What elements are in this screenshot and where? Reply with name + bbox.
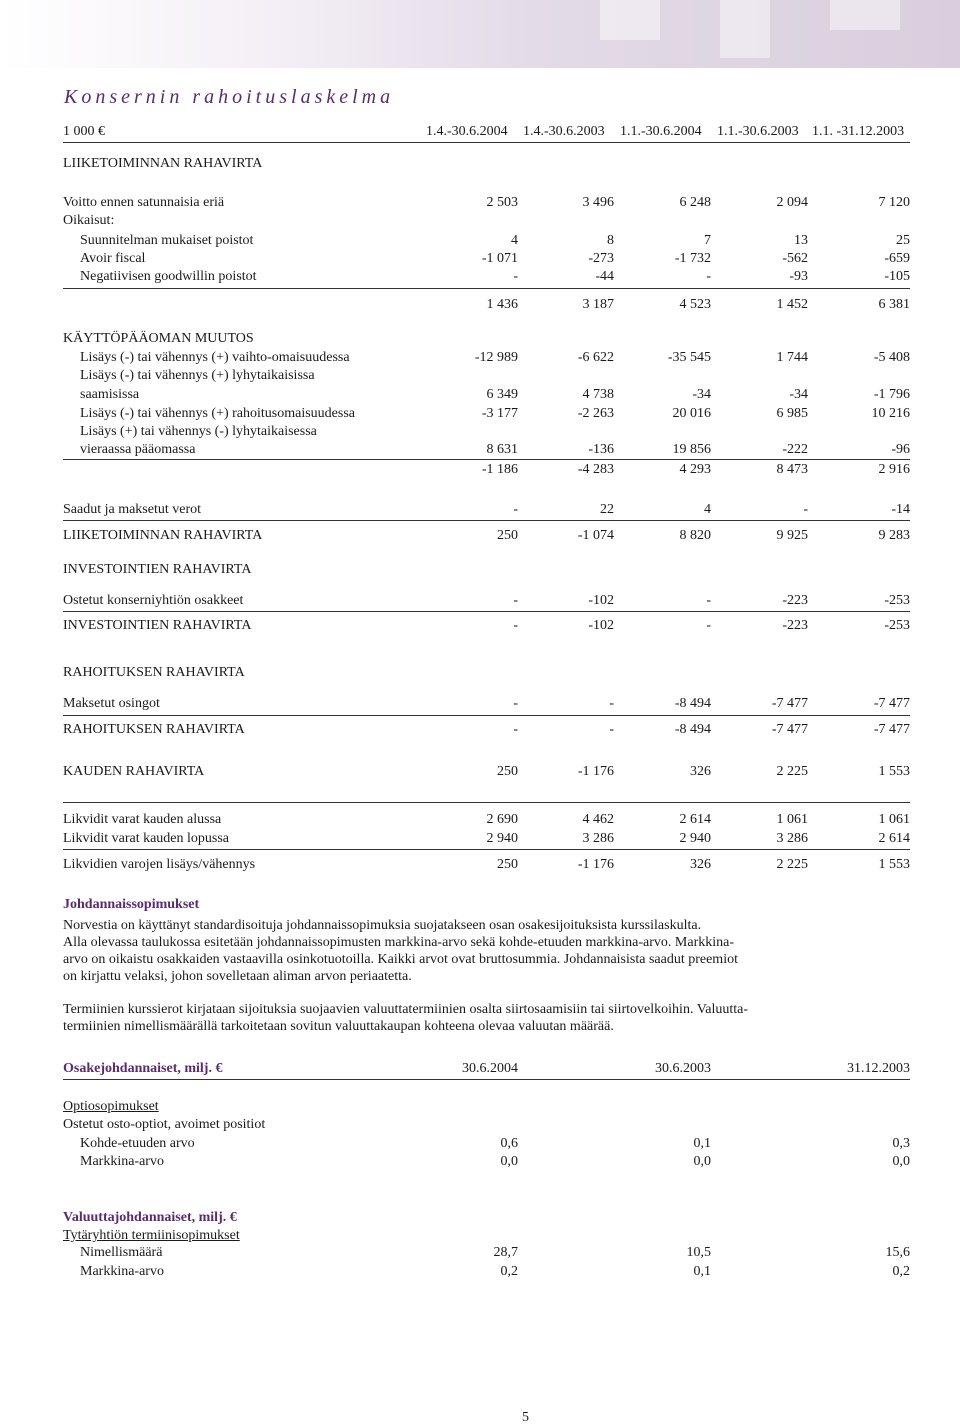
cell: 25 <box>896 233 910 248</box>
text-line: termiinien nimellismäärällä tarkoitetaan sovitun valuuttakaupan kohteena olevaa valuutan määrää. <box>63 1019 614 1034</box>
total-cell: 8 820 <box>679 528 711 543</box>
subtotal-cell: -4 283 <box>577 462 614 477</box>
total-cell: - <box>513 618 518 633</box>
cell: -102 <box>588 593 614 608</box>
derivatives-paragraph <box>63 1001 853 1035</box>
cell: 0,3 <box>892 1136 910 1151</box>
row-label: vieraassa pääomassa <box>80 442 196 457</box>
period-header: 1.1.-30.6.2003 <box>717 124 799 139</box>
cell: 13 <box>794 233 808 248</box>
cell: 6 349 <box>486 387 518 402</box>
subtotal-rule <box>63 459 910 460</box>
cell: 2 614 <box>878 831 910 846</box>
total-cell: -223 <box>782 618 808 633</box>
cell: -1 796 <box>873 387 910 402</box>
period-header: 1.1.-30.6.2004 <box>620 124 702 139</box>
row-label: Markkina-arvo <box>80 1154 164 1169</box>
subtotal-cell: -1 186 <box>481 462 518 477</box>
row-label: Lisäys (-) tai vähennys (+) vaihto-omaisuudessa <box>80 350 350 365</box>
total-rule <box>63 520 910 521</box>
row-label: KAUDEN RAHAVIRTA <box>63 764 205 779</box>
cell: -136 <box>588 442 614 457</box>
cell: 15,6 <box>885 1245 910 1260</box>
cell: -8 494 <box>674 696 711 711</box>
period-header: 1.4.-30.6.2003 <box>523 124 605 139</box>
cell: 3 286 <box>582 831 614 846</box>
cell: 2 940 <box>679 831 711 846</box>
row-label: Maksetut osingot <box>63 696 160 711</box>
cell: -273 <box>588 251 614 266</box>
text-line: arvo on oikaistu osakkaiden vastaavilla osinkotuotoilla. Kaikki arvot ovat bruttosummia. Johdannaisista saadut preemiot <box>63 952 738 967</box>
row-label: Negatiivisen goodwillin poistot <box>80 269 257 284</box>
cell: -222 <box>782 442 808 457</box>
total-cell: 326 <box>690 764 711 779</box>
cell: -14 <box>891 502 910 517</box>
cell: 4 462 <box>582 812 614 827</box>
cell: 10 216 <box>871 406 910 421</box>
total-rule <box>63 715 910 716</box>
banner-block <box>600 0 660 40</box>
row-label: Nimellismäärä <box>80 1245 163 1260</box>
header-rule <box>63 142 910 143</box>
cell: -34 <box>692 387 711 402</box>
date-header: 30.6.2003 <box>655 1061 711 1076</box>
row-label: RAHOITUKSEN RAHAVIRTA <box>63 722 245 737</box>
text-line: Alla olevassa taulukossa esitetään johdannaissopimusten markkina-arvo sekä kohde-etuuden markkina-arvo. Markkina- <box>63 935 735 950</box>
cell: - <box>513 696 518 711</box>
cell: -35 545 <box>667 350 711 365</box>
total-cell: -102 <box>588 618 614 633</box>
cell: 2 940 <box>486 831 518 846</box>
cell: 19 856 <box>672 442 711 457</box>
cell: 1 061 <box>878 812 910 827</box>
total-cell: -253 <box>884 618 910 633</box>
cell: 0,0 <box>892 1154 910 1169</box>
cell: 3 286 <box>776 831 808 846</box>
cell: - <box>513 502 518 517</box>
header-rule <box>63 1079 910 1080</box>
cell: 2 690 <box>486 812 518 827</box>
total-cell: 250 <box>497 528 518 543</box>
cell: - <box>706 269 711 284</box>
total-cell: 250 <box>497 764 518 779</box>
text-line: Norvestia on käyttänyt standardisoituja johdannaissopimuksia suojatakseen osan osakesijoituksista kurssilaskulta. <box>63 918 702 933</box>
total-rule <box>63 849 910 850</box>
fx-derivatives-heading: Valuuttajohdannaiset, milj. € <box>63 1210 237 1225</box>
total-cell: 1 553 <box>878 857 910 872</box>
subtotal-cell: 1 452 <box>776 297 808 312</box>
row-label: Likvidit varat kauden alussa <box>63 812 222 827</box>
subtotal-cell: 8 473 <box>776 462 808 477</box>
total-cell: -1 074 <box>577 528 614 543</box>
total-cell: -1 176 <box>577 764 614 779</box>
total-cell: 9 283 <box>878 528 910 543</box>
date-header: 31.12.2003 <box>847 1061 910 1076</box>
cell: -1 071 <box>481 251 518 266</box>
subtotal-cell: 1 436 <box>486 297 518 312</box>
total-cell: 1 553 <box>878 764 910 779</box>
cell: -93 <box>789 269 808 284</box>
cell: 20 016 <box>672 406 711 421</box>
subtotal-rule <box>63 288 910 289</box>
total-cell: 250 <box>497 857 518 872</box>
banner-block <box>830 0 900 30</box>
total-cell: 2 225 <box>776 857 808 872</box>
period-header: 1.1. -31.12.2003 <box>812 124 905 139</box>
cell: -34 <box>789 387 808 402</box>
page-number: 5 <box>522 1410 529 1425</box>
equity-derivatives-heading: Osakejohdannaiset, milj. € <box>63 1061 223 1076</box>
cell: - <box>513 593 518 608</box>
period-header: 1.4.-30.6.2004 <box>426 124 508 139</box>
cell: -7 477 <box>771 696 808 711</box>
row-label: Lisäys (+) tai vähennys (-) lyhytaikaisessa <box>80 424 317 439</box>
section-heading: LIIKETOIMINNAN RAHAVIRTA <box>63 156 263 171</box>
cell: 0,1 <box>693 1136 711 1151</box>
cell: 6 985 <box>776 406 808 421</box>
cell: -2 263 <box>577 406 614 421</box>
derivatives-heading: Johdannaissopimukset <box>63 897 200 912</box>
cell: - <box>513 269 518 284</box>
total-cell: 9 925 <box>776 528 808 543</box>
cell: 8 631 <box>486 442 518 457</box>
cell: 0,0 <box>693 1154 711 1169</box>
text-line: on kirjattu velaksi, johon sovelletaan aliman arvon periaatetta. <box>63 969 412 984</box>
cell: 0,2 <box>500 1264 518 1279</box>
subheading: Ostetut osto-optiot, avoimet positiot <box>63 1117 266 1132</box>
date-header: 30.6.2004 <box>462 1061 518 1076</box>
section-heading: RAHOITUKSEN RAHAVIRTA <box>63 665 245 680</box>
cell: -6 622 <box>577 350 614 365</box>
row-label: Saadut ja maksetut verot <box>63 502 202 517</box>
text-line: Termiinien kurssierot kirjataan sijoituksia suojaavien valuuttatermiinien osalta siirtosaamisiin tai siirtovelkoihin. Valuutta- <box>63 1002 749 1017</box>
cell: -44 <box>595 269 614 284</box>
cell: - <box>803 502 808 517</box>
row-label: Voitto ennen satunnaisia eriä <box>63 195 225 210</box>
row-label: saamisissa <box>80 387 140 402</box>
cell: 4 <box>704 502 711 517</box>
cell: 4 738 <box>582 387 614 402</box>
cell: 0,2 <box>892 1264 910 1279</box>
subtotal-cell: 6 381 <box>878 297 910 312</box>
cell: 2 503 <box>486 195 518 210</box>
cell: 4 <box>511 233 518 248</box>
row-label: Avoir fiscal <box>80 251 146 266</box>
row-label: Likvidit varat kauden lopussa <box>63 831 230 846</box>
total-cell: - <box>706 618 711 633</box>
subtotal-cell: 3 187 <box>582 297 614 312</box>
subtotal-cell: 4 523 <box>679 297 711 312</box>
total-cell: 2 225 <box>776 764 808 779</box>
cell: -659 <box>884 251 910 266</box>
subtotal-cell: 2 916 <box>878 462 910 477</box>
cell: -5 408 <box>873 350 910 365</box>
cell: 3 496 <box>582 195 614 210</box>
cell: -7 477 <box>873 696 910 711</box>
section-rule <box>63 802 910 803</box>
row-label: Markkina-arvo <box>80 1264 164 1279</box>
section-heading: INVESTOINTIEN RAHAVIRTA <box>63 562 252 577</box>
cell: 7 <box>704 233 711 248</box>
unit-label: 1 000 € <box>63 124 105 139</box>
cell: 28,7 <box>493 1245 518 1260</box>
total-cell: -7 477 <box>873 722 910 737</box>
cell: 22 <box>600 502 614 517</box>
cell: 0,6 <box>500 1136 518 1151</box>
cell: 7 120 <box>878 195 910 210</box>
cell: 1 061 <box>776 812 808 827</box>
cell: 8 <box>607 233 614 248</box>
banner-block <box>720 0 770 58</box>
cell: -3 177 <box>481 406 518 421</box>
row-label: Kohde-etuuden arvo <box>80 1136 195 1151</box>
cell: -253 <box>884 593 910 608</box>
cell: 6 248 <box>679 195 711 210</box>
cell: -562 <box>782 251 808 266</box>
row-label: Likvidien varojen lisäys/vähennys <box>63 857 256 872</box>
cell: -223 <box>782 593 808 608</box>
page-title: Konsernin rahoituslaskelma <box>64 86 395 108</box>
subheading: Tytäryhtiön termiinisopimukset <box>63 1228 240 1243</box>
cell: 2 614 <box>679 812 711 827</box>
row-label: LIIKETOIMINNAN RAHAVIRTA <box>63 528 263 543</box>
cell: -1 732 <box>674 251 711 266</box>
row-label: Lisäys (-) tai vähennys (+) lyhytaikaisissa <box>80 368 315 383</box>
total-cell: - <box>513 722 518 737</box>
total-cell: -8 494 <box>674 722 711 737</box>
cell: -105 <box>884 269 910 284</box>
cell: 2 094 <box>776 195 808 210</box>
cell: -96 <box>891 442 910 457</box>
total-cell: -1 176 <box>577 857 614 872</box>
header-banner <box>0 0 960 68</box>
total-cell: 326 <box>690 857 711 872</box>
cell: 1 744 <box>776 350 808 365</box>
subheading: Optiosopimukset <box>63 1099 159 1114</box>
cell: -12 989 <box>474 350 518 365</box>
row-label: Oikaisut: <box>63 213 115 228</box>
total-cell: - <box>609 722 614 737</box>
total-cell: -7 477 <box>771 722 808 737</box>
section-heading: KÄYTTÖPÄÄOMAN MUUTOS <box>63 331 254 346</box>
total-rule <box>63 611 910 612</box>
row-label: Suunnitelman mukaiset poistot <box>80 233 254 248</box>
subtotal-cell: 4 293 <box>679 462 711 477</box>
cell: 0,1 <box>693 1264 711 1279</box>
derivatives-paragraph <box>63 917 853 985</box>
row-label: Lisäys (-) tai vähennys (+) rahoitusomaisuudessa <box>80 406 355 421</box>
cell: - <box>609 696 614 711</box>
row-label: Ostetut konserniyhtiön osakkeet <box>63 593 244 608</box>
cell: 10,5 <box>686 1245 711 1260</box>
row-label: INVESTOINTIEN RAHAVIRTA <box>63 618 252 633</box>
cell: 0,0 <box>500 1154 518 1169</box>
cell: - <box>706 593 711 608</box>
